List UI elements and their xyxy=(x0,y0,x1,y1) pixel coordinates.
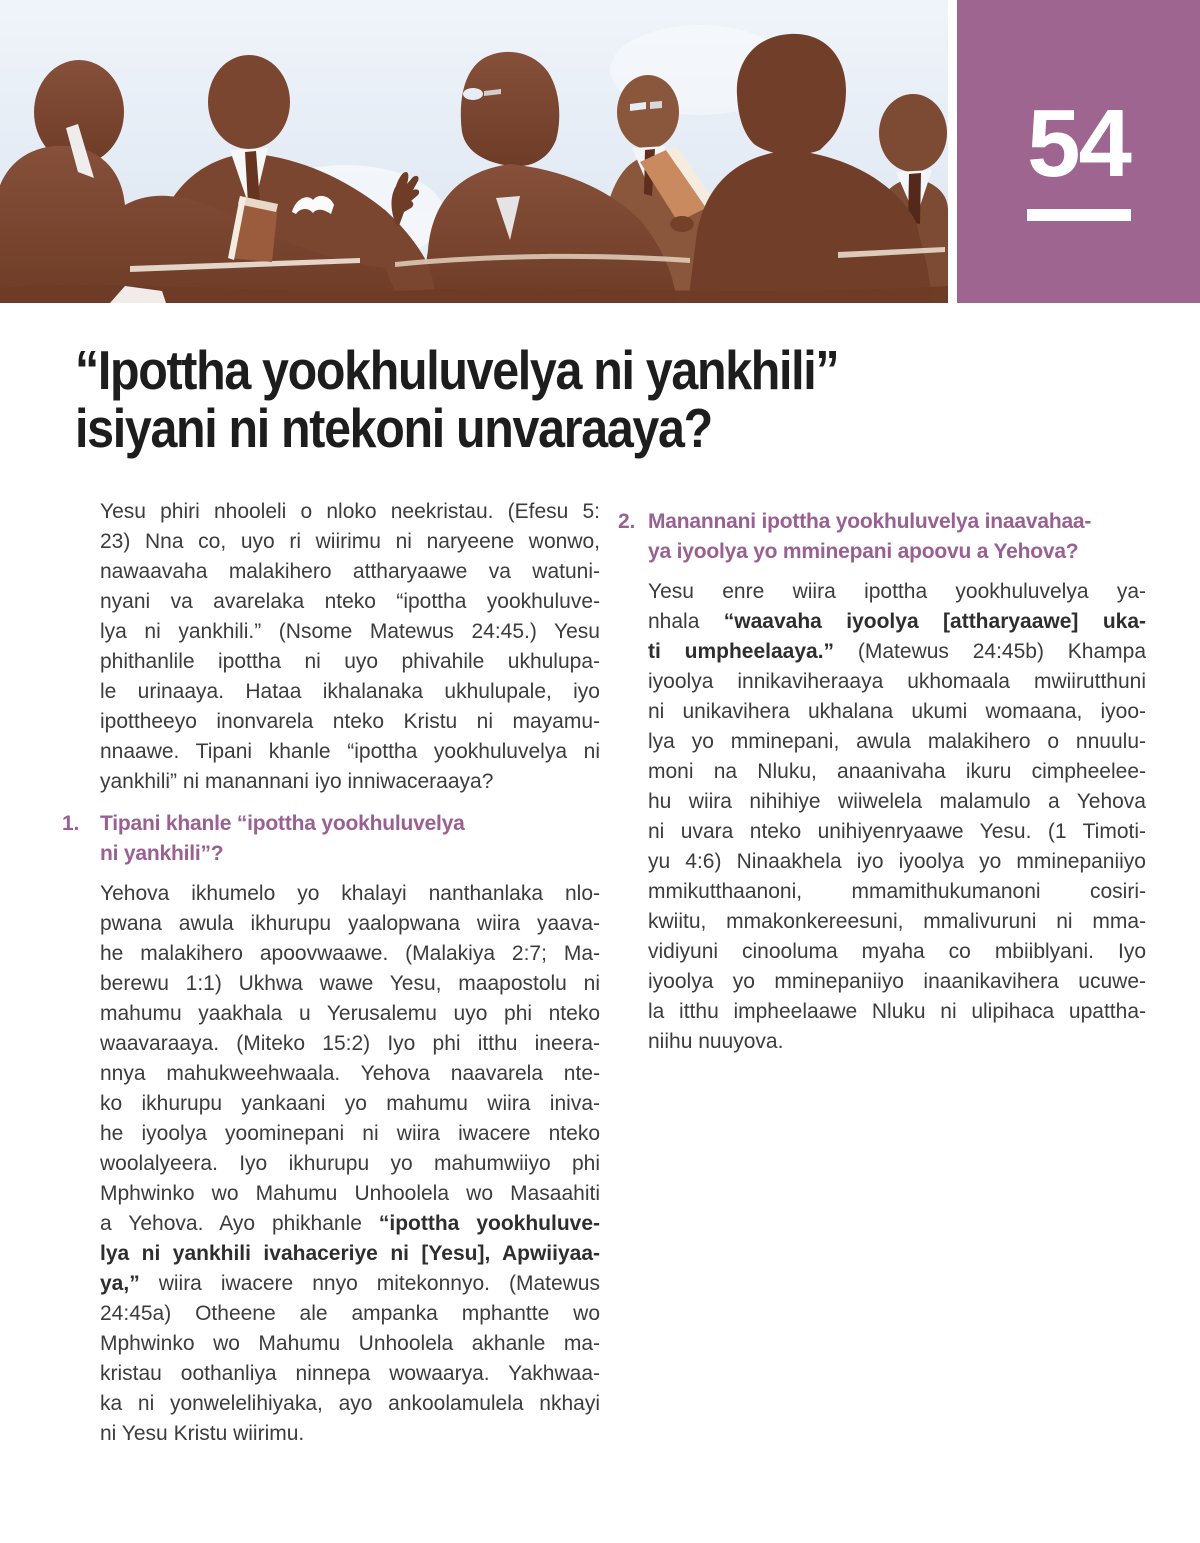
text-line: lya yo mminepani, awula malakihero o nnuulu- xyxy=(648,730,1146,753)
text-line: ni Yesu Kristu wiirimu. xyxy=(100,1422,305,1445)
text-line: ni unikavihera ukhalana ukumi womaana, iyoo- xyxy=(648,700,1146,723)
bold-text: “waavaha iyoolya [attharyaawe] uka- xyxy=(723,610,1146,633)
text-line: Mphwinko wo Mahumu Unhoolela wo Masaahiti xyxy=(100,1182,600,1205)
question-text xyxy=(100,809,465,869)
text-line: hu wiira nihihiye wiiwelela malamulo a Yehova xyxy=(648,790,1146,813)
text-line: 23) Nna co, uyo ri wiirimu ni naryeene wonwo, xyxy=(100,530,600,553)
question-line: ya iyoolya yo mminepani apoovu a Yehova? xyxy=(648,540,1079,563)
lesson-number-underline xyxy=(1027,209,1131,221)
question-number: 1. xyxy=(62,812,80,835)
text-line: yankhili” ni manannani iyo inniwaceraaya? xyxy=(100,770,494,793)
article-body xyxy=(62,497,1148,1461)
question-heading xyxy=(62,809,600,869)
question-heading xyxy=(618,507,1146,567)
text-line: ni uvara nteko unihiyenryaawe Yesu. (1 Timoti- xyxy=(648,820,1146,843)
text-line: ipottheeyo inonvarela nteko Kristu ni mayamu- xyxy=(100,710,600,733)
text-line: berewu 1:1) Ukhwa wawe Yesu, maapostolu ni xyxy=(100,972,600,995)
text-line: lya ni yankhili.” (Nsome Matewus 24:45.) Yesu xyxy=(100,620,600,643)
text-line: 24:45a) Otheene ale ampanka mphantte wo xyxy=(100,1302,600,1325)
text-line: Mphwinko wo Mahumu Unhoolela akhanle ma- xyxy=(100,1332,600,1355)
text-line: nyani va avarelaka nteko “ipottha yookhuluve- xyxy=(100,590,600,613)
column-2 xyxy=(618,497,1146,1461)
text-line: ti umpheelaaya.” (Matewus 24:45b) Khampa xyxy=(648,640,1147,663)
question-line: Manannani ipottha yookhuluvelya inaavahaa- xyxy=(648,510,1092,533)
text-line: ko ikhurupu yankaani yo mahumu wiira iniva- xyxy=(100,1092,600,1115)
bold-text: lya ni yankhili ivahaceriye ni [Yesu], Apwiiyaa- xyxy=(100,1242,600,1265)
question-line: Tipani khanle “ipottha yookhuluvelya xyxy=(100,812,465,835)
text-line: waavaraaya. (Miteko 15:2) Iyo phi itthu ineera- xyxy=(100,1032,600,1055)
bold-text: “ipottha yookhuluve- xyxy=(378,1212,601,1235)
text-line: nhala “waavaha iyoolya [attharyaawe] uka- xyxy=(648,610,1146,633)
text-line: nawaavaha malakihero attharyaawe va watuni- xyxy=(100,560,600,583)
text-line: iyoolya innikaviheraaya ukhomaala mwiirutthuni xyxy=(648,670,1146,693)
text-line: a Yehova. Ayo phikhanle “ipottha yookhuluve- xyxy=(100,1212,601,1235)
text-line: vidiyuni cinooluma myaha co mbiiblyani. Iyo xyxy=(648,940,1146,963)
text-line: Yehova ikhumelo yo khalayi nanthanlaka nlo- xyxy=(100,882,600,905)
text-line: ya,” wiira iwacere nnyo mitekonnyo. (Matewus xyxy=(100,1272,600,1295)
text-line: la itthu impheelaawe Nluku ni ulipihaca upattha- xyxy=(648,1000,1146,1023)
text-line: niihu nuuyova. xyxy=(648,1030,784,1053)
text-line: nnya mahukweehwaala. Yehova naavarela nte- xyxy=(100,1062,600,1085)
text-line: yu 4:6) Ninaakhela iyo iyoolya yo mminepaniiyo xyxy=(648,850,1146,873)
text-line xyxy=(100,1239,600,1269)
text-line: he malakihero apoovwaawe. (Malakiya 2:7; Ma- xyxy=(100,942,600,965)
text-line: le urinaaya. Hataa ikhalanaka ukhulupale, iyo xyxy=(100,680,600,703)
page-title-line-2: isiyani ni ntekoni unvaraaya? xyxy=(75,397,712,459)
text-line: nnaawe. Tipani khanle “ipottha yookhuluvelya ni xyxy=(100,740,600,763)
text-line: iyoolya yo mminepaniiyo inaanikavihera ucuwe- xyxy=(648,970,1146,993)
question-line: ni yankhili”? xyxy=(100,842,224,865)
paragraph xyxy=(62,497,600,797)
text-line: moni na Nluku, anaanivaha ikuru cimpheelee- xyxy=(648,760,1146,783)
bold-text: ti umpheelaaya.” xyxy=(648,640,835,663)
bold-text: ya,” xyxy=(100,1272,140,1295)
text-line: kwiitu, mmakonkereesuni, mmalivuruni ni mma- xyxy=(648,910,1146,933)
text-line: kristau oothanliya ninnepa wowaarya. Yakhwaa- xyxy=(100,1362,600,1385)
question-text xyxy=(648,507,1091,567)
hero-image xyxy=(0,0,948,303)
question-number: 2. xyxy=(618,510,636,533)
text-line: ka ni yonwelelihiyaka, ayo ankoolamulela nkhayi xyxy=(100,1392,600,1415)
text-line: phithanlile ipottha ni uyo phivahile ukhulupa- xyxy=(100,650,600,673)
text-line: Yesu enre wiira ipottha yookhuluvelya ya- xyxy=(648,580,1146,603)
paragraph xyxy=(62,879,600,1449)
text-line: woolalyeera. Iyo ikhurupu yo mahumwiiyo phi xyxy=(100,1152,600,1175)
lesson-number: 54 xyxy=(1027,90,1130,197)
text-line: mahumu yaakhala u Yerusalemu uyo phi nteko xyxy=(100,1002,600,1025)
paragraph xyxy=(618,577,1146,1057)
text-line: pwana awula ikhurupu yaalopwana wiira yaava- xyxy=(100,912,600,935)
page-title-line-1: “Ipottha yookhuluvelya ni yankhili” xyxy=(75,339,839,401)
text-line: mmikutthaanoni, mmamithukumanoni cosiri- xyxy=(648,880,1146,903)
text-line: he iyoolya yoominepani ni wiira iwacere nteko xyxy=(100,1122,600,1145)
lesson-number-badge xyxy=(957,0,1200,303)
page-title xyxy=(75,341,838,457)
column-1 xyxy=(62,497,600,1461)
meeting-silhouettes-illustration xyxy=(0,0,948,303)
text-line: Yesu phiri nhooleli o nloko neekristau. (Efesu 5: xyxy=(100,500,600,523)
